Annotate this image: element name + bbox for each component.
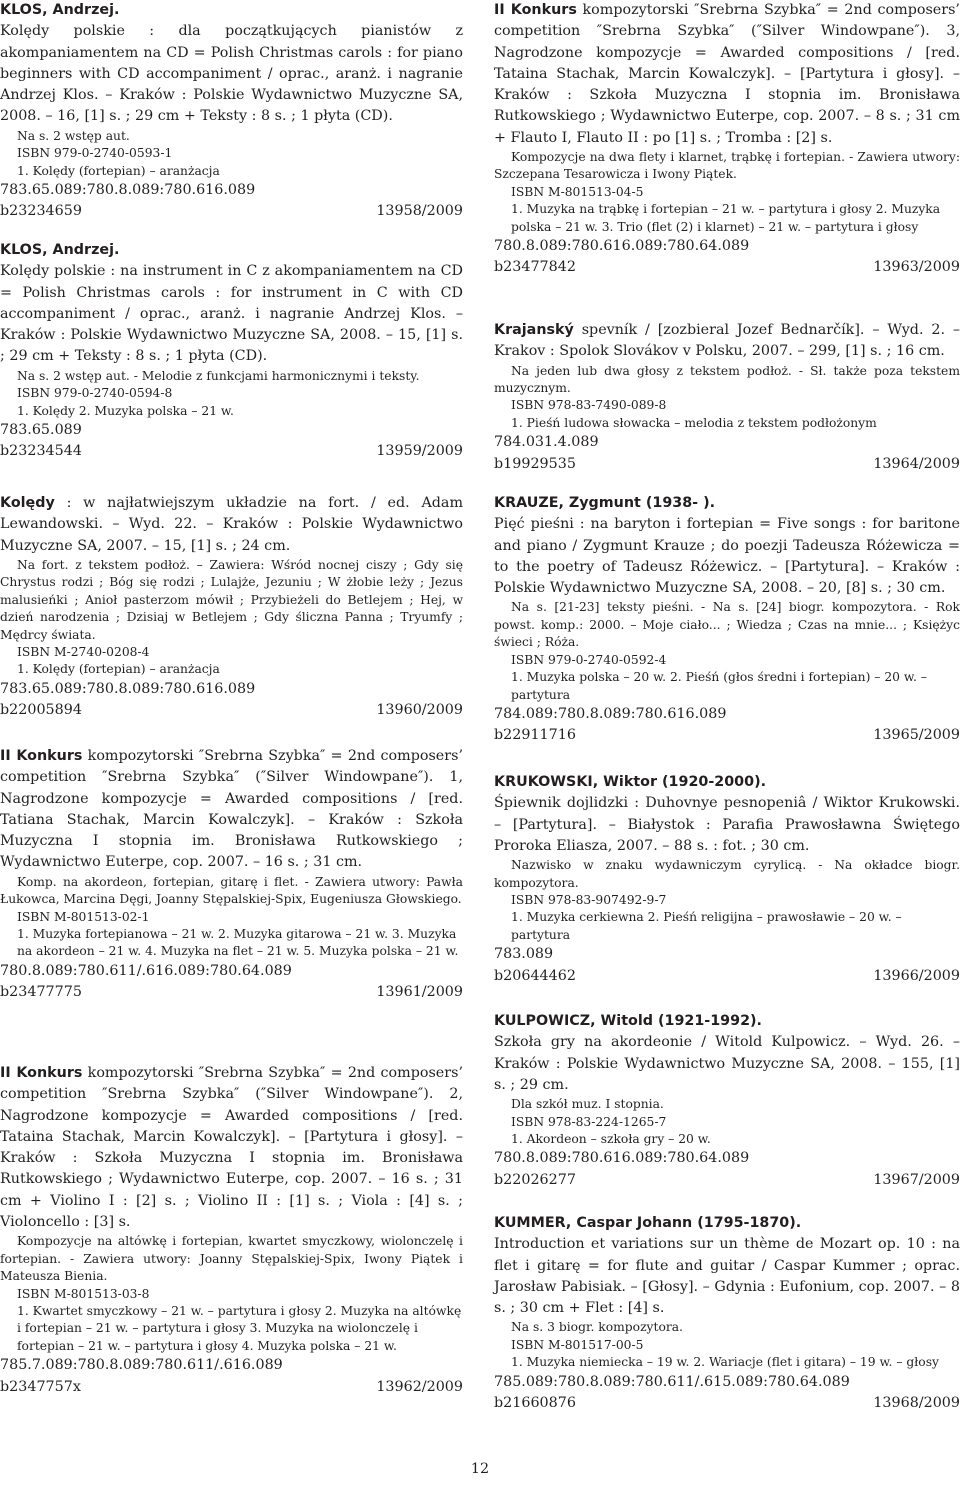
catalog-entry xyxy=(494,493,960,747)
entry-description: Kolędy polskie : na instrument in C z akompaniamentem na CD = Polish Christmas carols : for instrument in C with CD accompaniment / oprac., aranż. i nagranie Andrzej Klos. – Kraków : Polskie Wydawnictwo Muzyczne SA, 2008. – 15, [1] s. ; 29 cm + Teksty : 8 s. ; 1 płyta (CD). xyxy=(0,263,463,365)
record-id: b22911716 xyxy=(494,727,576,744)
entry-identifiers xyxy=(494,725,960,746)
entry-note: Kompozycje na altówkę i fortepian, kwartet smyczkowy, wiolonczelę i fortepian. - Zawiera utwory: Joanny Stępalskiej-Spix, Iwony Piątek i Mateusza Bienia. xyxy=(0,1234,463,1284)
entry-classification: 784.089:780.8.089:780.616.089 xyxy=(494,705,727,722)
entry-isbn: ISBN 978-83-907492-9-7 xyxy=(511,893,667,907)
entry-classification: 783.65.089:780.8.089:780.616.089 xyxy=(0,680,256,697)
catalog-entry xyxy=(494,320,960,475)
entry-lead: Krajanský xyxy=(494,322,574,338)
entry-isbn: ISBN 978-83-224-1265-7 xyxy=(511,1114,667,1129)
entry-classification: 784.031.4.089 xyxy=(494,434,599,451)
entry-subjects: 1. Pieśń ludowa słowacka – melodia z tekstem podłożonym xyxy=(511,415,877,430)
entry-lead: II Konkurs xyxy=(494,2,577,18)
entry-identifiers xyxy=(494,1170,960,1191)
record-id: b19929535 xyxy=(494,455,576,472)
entry-description: II Konkurs kompozytorski ″Srebrna Szybka″ = 2nd composers’ competition ″Srebrna Szybka″ (″Silver Windowpane″). 3, Nagrodzone kompozycje = Awarded compositions / [red. Tataina Stachak, Marcin Kowalczyk]. – [Partytura i głosy]. – Kraków : Szkoła Muzyczna I stopnia im. Bronisława Rutkowskiego ; Wydawnictwo Euterpe, cop. 2007. – 8 s. ; 31 cm + Flauto I, Flauto II : po [1] s. ; Tromba : [2] s. xyxy=(494,2,960,146)
entry-note: Komp. na akordeon, fortepian, gitarę i flet. - Zawiera utwory: Pawła Łukowca, Marcina Dęgi, Joanny Stępalskiej-Spix, Eugeniusza Głowskiego. xyxy=(0,874,463,907)
entry-subjects: 1. Akordeon – szkoła gry – 20 w. xyxy=(511,1132,711,1146)
entry-number: 13962/2009 xyxy=(376,1378,463,1395)
entry-subjects: 1. Muzyka fortepianowa – 21 w. 2. Muzyka gitarowa – 21 w. 3. Muzyka na akordeon – 21 w. 4. Muzyka na flet – 21 w. 5. Muzyka polska – 21 w. xyxy=(17,927,459,959)
entry-description: II Konkurs kompozytorski ″Srebrna Szybka″ = 2nd composers’ competition ″Srebrna Szybka″ (″Silver Windowpane″). 2, Nagrodzone kompozycje = Awarded compositions / [red. Tataina Stachak, Marcin Kowalczyk]. – [Partytura i głosy]. – Kraków : Szkoła Muzyczna I stopnia im. Bronisława Rutkowskiego ; Wydawnictwo Euterpe, cop. 2007. – 16 s. ; 31 cm + Violino I : [2] s. ; Violino II : [1] s. ; Viola : [4] s. ; Violoncello : [3] s. xyxy=(0,1065,463,1231)
entry-isbn: ISBN 979-0-2740-0594-8 xyxy=(17,386,173,401)
entry-description: Śpiewnik dojlidzki : Duhovnye pesnopeniâ / Wiktor Krukowski. – [Partytura]. – Białystok : Parafia Prawosławna Świętego Proroka Eliasza, 2007. – 88 s. : fot. ; 30 cm. xyxy=(494,795,960,854)
entry-subjects: 1. Muzyka polska – 20 w. 2. Pieśń (głos średni i fortepian) – 20 w. – partytura xyxy=(511,670,927,702)
entry-classification: 783.089 xyxy=(494,946,554,963)
entry-identifiers xyxy=(0,982,463,1003)
entry-number: 13964/2009 xyxy=(873,455,960,472)
entry-classification: 785.089:780.8.089:780.611/.615.089:780.64.089 xyxy=(494,1373,850,1390)
catalog-entry xyxy=(494,0,960,279)
entry-number: 13960/2009 xyxy=(376,702,463,719)
page-number: 12 xyxy=(470,1461,490,1477)
catalog-entry xyxy=(0,240,463,463)
record-id: b20644462 xyxy=(494,967,576,984)
entry-description: Szkoła gry na akordeonie / Witold Kulpowicz. – Wyd. 26. – Kraków : Polskie Wydawnictwo Muzyczne SA, 2008. – 155, [1] s. ; 29 cm. xyxy=(494,1034,960,1093)
record-id: b23477775 xyxy=(0,984,82,1001)
entry-identifiers xyxy=(0,700,463,721)
record-id: b22026277 xyxy=(494,1171,576,1188)
entry-identifiers xyxy=(494,454,960,475)
entry-identifiers xyxy=(0,441,463,462)
entry-description: II Konkurs kompozytorski ″Srebrna Szybka″ = 2nd composers’ competition ″Srebrna Szybka″ (″Silver Windowpane″). 1, Nagrodzone kompozycje = Awarded compositions / [red. Tatiana Stachak, Marcin Kowalczyk]. – Kraków : Szkoła Muzyczna I stopnia im. Bronisława Rutkowskiego ; Wydawnictwo Euterpe, cop. 2007. – 16 s. ; 31 cm. xyxy=(0,748,463,871)
record-id: b2347757x xyxy=(0,1378,81,1395)
record-id: b22005894 xyxy=(0,702,82,719)
entry-note: Na s. 2 wstęp aut. - Melodie z funkcjami harmonicznymi i teksty. xyxy=(17,368,420,383)
catalog-entry xyxy=(494,1213,960,1414)
entry-note: Na jeden lub dwa głosy z tekstem podłoż. - Sł. także poza tekstem muzycznym. xyxy=(494,363,960,395)
entry-note: Na s. [21-23] teksty pieśni. - Na s. [24] biogr. kompozytora. - Rok powst. komp.: 2000. – Moje ciało... ; Wiedza ; Czas na mnie... ; Księżyc świeci ; Róża. xyxy=(494,600,960,650)
entry-isbn: ISBN M-801517-00-5 xyxy=(511,1337,644,1352)
entry-classification: 780.8.089:780.616.089:780.64.089 xyxy=(494,238,750,255)
entry-note: Na s. 2 wstęp aut. xyxy=(17,128,130,143)
entry-description: Kolędy polskie : dla początkujących pianistów z akompaniamentem na CD = Polish Christmas carols : for piano beginners with CD accompaniment / oprac., aranż. i nagranie Andrzej Klos. – Kraków : Polskie Wydawnictwo Muzyczne SA, 2008. – 16, [1] s. ; 29 cm + Teksty : 8 s. ; 1 płyta (CD). xyxy=(0,23,463,125)
catalog-entry xyxy=(494,772,960,987)
entry-number: 13968/2009 xyxy=(873,1395,960,1411)
entry-description: Kolędy : w najłatwiejszym układzie na fort. / ed. Adam Lewandowski. – Wyd. 22. – Kraków : Polskie Wydawnictwo Muzyczne SA, 2007. – 15, [1] s. ; 24 cm. xyxy=(0,495,463,554)
entry-subjects: 1. Kolędy 2. Muzyka polska – 21 w. xyxy=(17,403,234,418)
record-id: b23234544 xyxy=(0,443,82,460)
entry-note: Na s. 3 biogr. kompozytora. xyxy=(511,1320,683,1335)
entry-classification: 783.65.089 xyxy=(0,422,82,438)
entry-isbn: ISBN 979-0-2740-0593-1 xyxy=(17,146,173,161)
entry-number: 13965/2009 xyxy=(873,727,960,744)
entry-number: 13966/2009 xyxy=(873,967,960,984)
entry-subjects: 1. Muzyka cerkiewna 2. Pieśń religijna – prawosławie – 20 w. – partytura xyxy=(511,910,902,942)
entry-description: Krajanský spevník / [zozbieral Jozef Bednarčík]. – Wyd. 2. – Krakov : Spolok Slovákov v Polsku, 2007. – 299, [1] s. ; 16 cm. xyxy=(494,322,960,360)
entry-lead: II Konkurs xyxy=(0,1065,83,1081)
entry-heading: KLOS, Andrzej. xyxy=(0,242,120,258)
entry-description: Pięć pieśni : na baryton i fortepian = Five songs : for baritone and piano / Zygmunt Krauze ; do poezji Tadeusza Różewicza = to the poetry of Tadeusz Różewicz. – [Partytura]. – Kraków : Polskie Wydawnictwo Muzyczne SA, 2008. – 20, [8] s. ; 30 cm. xyxy=(494,516,960,597)
entry-classification: 783.65.089:780.8.089:780.616.089 xyxy=(0,182,256,198)
entry-note: Nazwisko w znaku wydawniczym cyrylicą. - Na okładce biogr. kompozytora. xyxy=(494,858,960,890)
entry-lead: Kolędy xyxy=(0,495,55,511)
catalog-entry xyxy=(494,1011,960,1191)
entry-identifiers xyxy=(0,201,463,222)
entry-number: 13958/2009 xyxy=(376,203,463,220)
entry-number: 13961/2009 xyxy=(376,984,463,1001)
entry-subjects: 1. Muzyka na trąbkę i fortepian – 21 w. – partytura i głosy 2. Muzyka polska – 21 w. 3. Trio (flet (2) i klarnet) – 21 w. – partytura i głosy xyxy=(511,202,941,234)
entry-classification: 780.8.089:780.611/.616.089:780.64.089 xyxy=(0,962,292,979)
entry-isbn: ISBN M-801513-03-8 xyxy=(17,1286,150,1301)
entry-identifiers xyxy=(0,1377,463,1398)
entry-subjects: 1. Kolędy (fortepian) – aranżacja xyxy=(17,163,220,178)
entry-subjects: 1. Muzyka niemiecka – 19 w. 2. Wariacje (flet i gitara) – 19 w. – głosy xyxy=(511,1355,939,1370)
record-id: b21660876 xyxy=(494,1395,576,1411)
entry-isbn: ISBN 978-83-7490-089-8 xyxy=(511,398,667,413)
entry-identifiers xyxy=(494,1393,960,1414)
entry-note: Dla szkół muz. I stopnia. xyxy=(511,1097,664,1112)
entry-note: Na fort. z tekstem podłoż. – Zawiera: Wśród nocnej ciszy ; Gdy się Chrystus rodzi ; Bóg się rodzi ; Lulajże, Jezuniu ; W żłobie leży ; Jezus malusieńki ; Anioł pasterzom mówił ; Przybieżeli do Betlejem ; Hej, w dzień narodzenia ; Dzisiaj w Betlejem ; Gdy śliczna Panna ; Tryumfy ; Mędrcy świata. xyxy=(0,557,463,642)
entry-identifiers xyxy=(494,966,960,987)
entry-subjects: 1. Kwartet smyczkowy – 21 w. – partytura i głosy 2. Muzyka na altówkę i fortepian – 21 w. – partytura i głosy 3. Muzyka na wiolonczelę i fortepian – 21 w. – partytura i głosy 4. Muzyka polska – 21 w. xyxy=(17,1304,462,1353)
entry-isbn: ISBN M-801513-02-1 xyxy=(17,909,150,924)
entry-classification: 780.8.089:780.616.089:780.64.089 xyxy=(494,1150,750,1167)
entry-lead: II Konkurs xyxy=(0,748,83,764)
entry-subjects: 1. Kolędy (fortepian) – aranżacja xyxy=(17,662,220,677)
entry-heading: KRAUZE, Zygmunt (1938- ). xyxy=(494,495,716,511)
entry-isbn: ISBN M-2740-0208-4 xyxy=(17,644,150,659)
catalog-entry xyxy=(0,746,463,1003)
entry-identifiers xyxy=(494,257,960,278)
entry-heading: KLOS, Andrzej. xyxy=(0,2,120,18)
entry-isbn: ISBN M-801513-04-5 xyxy=(511,184,644,199)
entry-description: Introduction et variations sur un thème de Mozart op. 10 : na flet i gitarę = for flute and guitar / Caspar Kummer ; oprac. Jarosław Pabisiak. – [Głosy]. – Gdynia : Eufonium, cop. 2007. – 8 s. ; 30 cm + Flet : [4] s. xyxy=(494,1236,960,1317)
entry-number: 13959/2009 xyxy=(376,443,463,460)
catalog-entry xyxy=(0,1063,463,1398)
entry-classification: 785.7.089:780.8.089:780.611/.616.089 xyxy=(0,1357,283,1374)
entry-isbn: ISBN 979-0-2740-0592-4 xyxy=(511,652,667,667)
entry-heading: KUMMER, Caspar Johann (1795-1870). xyxy=(494,1215,802,1231)
record-id: b23477842 xyxy=(494,259,576,276)
entry-heading: KRUKOWSKI, Wiktor (1920-2000). xyxy=(494,774,767,790)
catalog-entry xyxy=(0,493,463,721)
record-id: b23234659 xyxy=(0,203,82,220)
catalog-entry xyxy=(0,0,463,223)
entry-number: 13967/2009 xyxy=(873,1171,960,1188)
entry-number: 13963/2009 xyxy=(873,259,960,276)
entry-note: Kompozycje na dwa flety i klarnet, trąbkę i fortepian. - Zawiera utwory: Szczepana Tesarowicza i Iwony Piątek. xyxy=(494,150,960,182)
entry-heading: KULPOWICZ, Witold (1921-1992). xyxy=(494,1013,762,1029)
